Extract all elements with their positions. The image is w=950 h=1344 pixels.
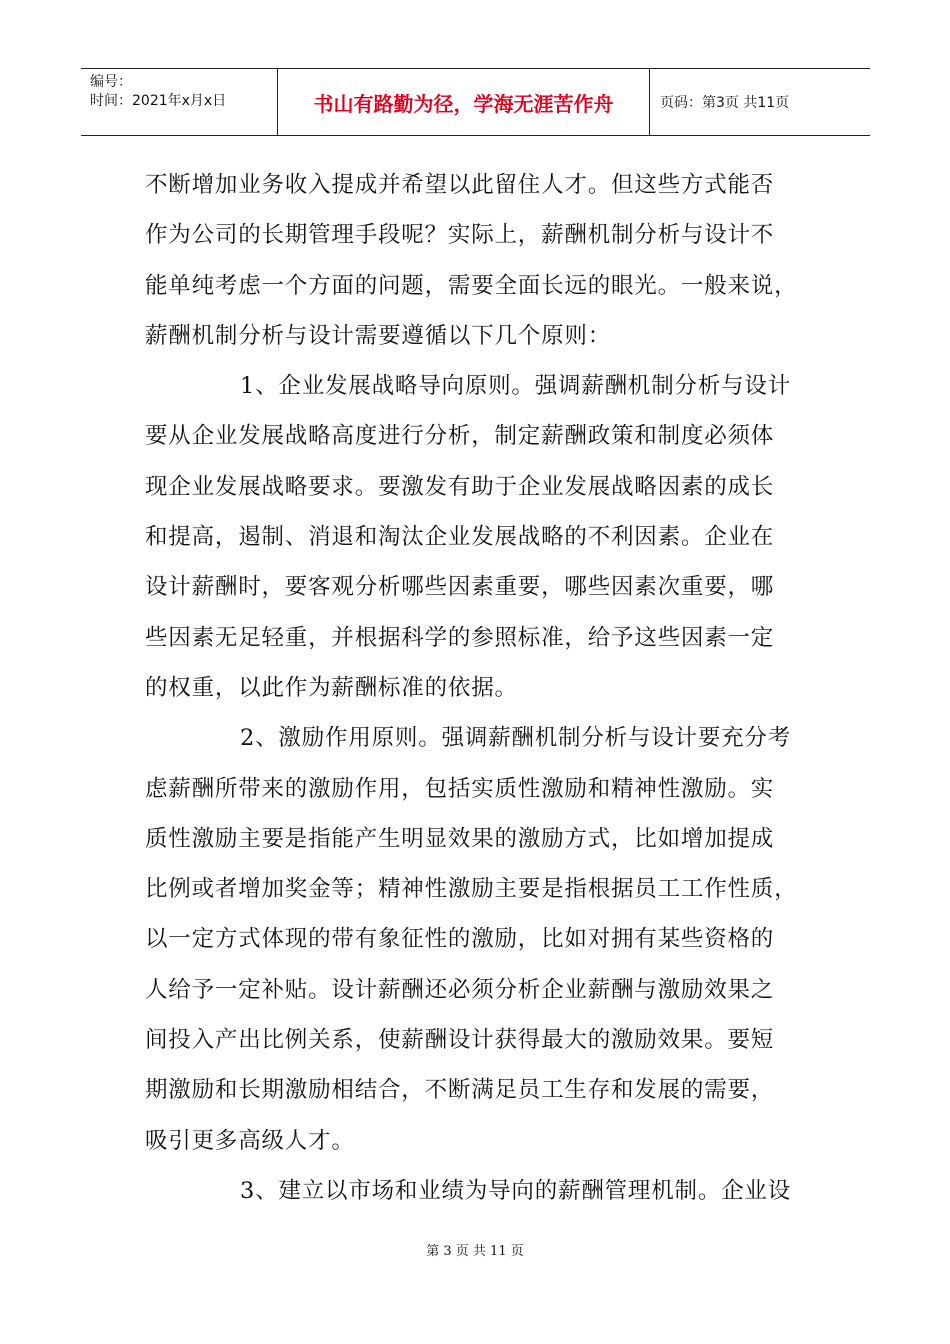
- time-label: 时间：2021年x月x日: [90, 93, 227, 109]
- document-header: [81, 68, 870, 136]
- body-line: 和提高，遏制、消退和淘汰企业发展战略的不利因素。企业在: [145, 524, 775, 551]
- body-line: 要从企业发展战略高度进行分析，制定薪酬政策和制度必须体: [145, 423, 775, 450]
- body-line: 虑薪酬所带来的激励作用，包括实质性激励和精神性激励。实: [145, 775, 775, 802]
- body-line: 以一定方式体现的带有象征性的激励，比如对拥有某些资格的: [145, 926, 775, 953]
- number-label: 编号：: [90, 74, 132, 90]
- paragraph-start-1: 1、企业发展战略导向原则。强调薪酬机制分析与设计: [240, 373, 792, 400]
- body-line: 期激励和长期激励相结合，不断满足员工生存和发展的需要，: [145, 1077, 775, 1104]
- body-line: 比例或者增加奖金等；精神性激励主要是指根据员工工作性质，: [145, 876, 798, 903]
- document-body: [145, 160, 811, 1216]
- page-footer: 第 3 页 共 11 页: [426, 1244, 524, 1259]
- body-line: 些因素无足轻重，并根据科学的参照标准，给予这些因素一定: [145, 624, 775, 651]
- body-line: 间投入产出比例关系，使薪酬设计获得最大的激励效果。要短: [145, 1027, 775, 1054]
- body-line: 质性激励主要是指能产生明显效果的激励方式，比如增加提成: [145, 825, 775, 852]
- header-page-info: 页码：第3页 共11页: [660, 95, 790, 111]
- body-line: 能单纯考虑一个方面的问题，需要全面长远的眼光。一般来说，: [145, 272, 798, 299]
- body-line: 的权重，以此作为薪酬标准的依据。: [145, 674, 518, 701]
- body-line: 薪酬机制分析与设计需要遵循以下几个原则：: [145, 322, 612, 349]
- header-motto: 书山有路勤为径，学海无涯苦作舟: [278, 69, 650, 135]
- body-line: 吸引更多高级人才。: [145, 1127, 355, 1154]
- body-line: 不断增加业务收入提成并希望以此留住人才。但这些方式能否: [145, 172, 775, 198]
- header-meta: [81, 69, 278, 135]
- body-line: 人给予一定补贴。设计薪酬还必须分析企业薪酬与激励效果之: [145, 976, 775, 1003]
- body-line: 现企业发展战略要求。要激发有助于企业发展战略因素的成长: [145, 473, 775, 500]
- body-line: 作为公司的长期管理手段呢？实际上，薪酬机制分析与设计不: [145, 222, 775, 249]
- body-line: 设计薪酬时，要客观分析哪些因素重要，哪些因素次重要，哪: [145, 574, 775, 601]
- paragraph-start-3: 3、建立以市场和业绩为导向的薪酬管理机制。企业设: [240, 1177, 792, 1204]
- paragraph-start-2: 2、激励作用原则。强调薪酬机制分析与设计要充分考: [240, 725, 792, 752]
